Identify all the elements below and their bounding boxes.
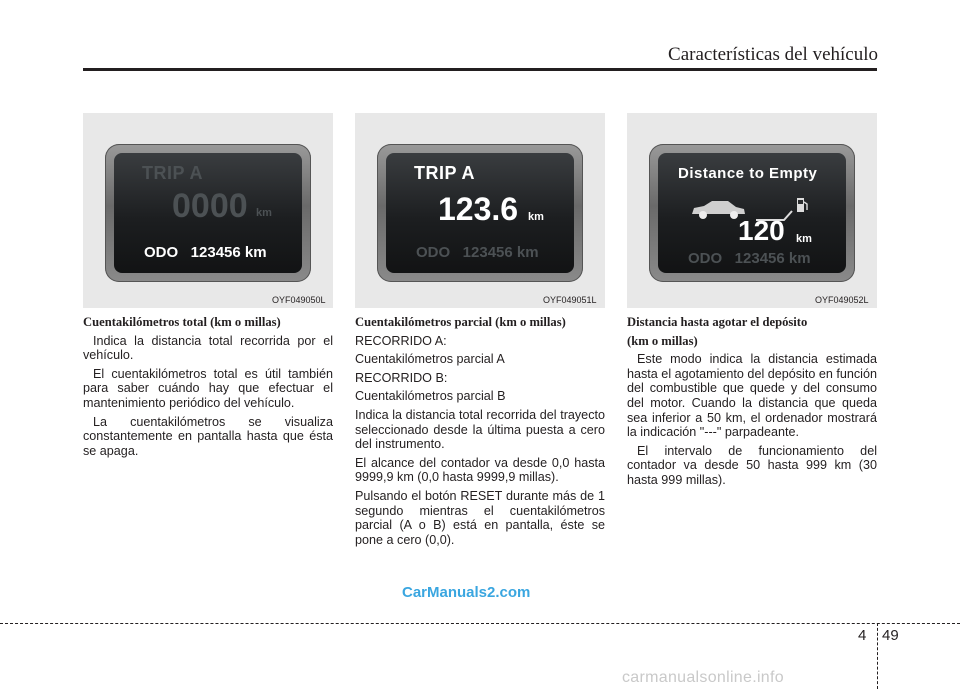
- section-heading: Cuentakilómetros parcial (km o millas): [355, 315, 566, 329]
- figure-code: OYF049051L: [543, 295, 597, 305]
- screen-title: TRIP A: [142, 163, 204, 183]
- screen-odo: ODO 123456 km: [416, 244, 539, 261]
- watermark-link[interactable]: CarManuals2.com: [402, 584, 531, 601]
- display-screen: [658, 153, 846, 273]
- footer-rule: [0, 623, 960, 624]
- paragraph: Pulsando el botón RESET durante más de 1 segundo mientras el cuentakilómetros parcial (A o B) está en pantalla, éste se pone a cero (0,0).: [355, 488, 605, 547]
- paragraph: El alcance del contador va desde 0,0 hasta 9999,9 km (0,0 hasta 9999,9 millas).: [355, 455, 605, 485]
- text-line: Cuentakilómetros parcial A: [355, 352, 505, 367]
- screen-title: Distance to Empty: [678, 165, 818, 182]
- page-number: 49: [882, 627, 899, 644]
- chapter-number: 4: [858, 627, 867, 644]
- screen-unit: km: [256, 207, 272, 219]
- cluster-display-trip: [377, 144, 583, 282]
- screen-odo: ODO 123456 km: [688, 250, 811, 267]
- footer-divider: [877, 623, 878, 689]
- header-title: Características del vehículo: [668, 44, 878, 65]
- column-distance-to-empty: [627, 315, 877, 492]
- text-line: RECORRIDO A:: [355, 333, 447, 348]
- paragraph: Indica la distancia total recorrida por el vehículo.: [83, 333, 333, 363]
- column-odometer: [83, 315, 333, 462]
- section-heading-unit: (km o millas): [627, 333, 698, 348]
- display-screen: [386, 153, 574, 273]
- cluster-display-dte: [649, 144, 855, 282]
- screen-value: 120: [738, 215, 785, 246]
- figure-code: OYF049050L: [272, 295, 326, 305]
- screen-value: 0000: [172, 187, 248, 225]
- screen-unit: km: [796, 233, 812, 245]
- screen-unit: km: [528, 211, 544, 223]
- cluster-display-odometer: [105, 144, 311, 282]
- figure-code: OYF049052L: [815, 295, 869, 305]
- paragraph: La cuentakilómetros se visualiza constantemente en pantalla hasta que ésta se apaga.: [83, 414, 333, 458]
- footer-site-watermark: carmanualsonline.info: [622, 669, 784, 686]
- text-line: RECORRIDO B:: [355, 370, 448, 385]
- section-heading: Cuentakilómetros total (km o millas): [83, 315, 281, 329]
- column-trip-meter: [355, 315, 605, 551]
- fuel-pump-icon: [796, 197, 808, 213]
- header-rule: [83, 68, 877, 71]
- paragraph: El intervalo de funcionamiento del contador va desde 50 hasta 999 km (30 hasta 999 millas).: [627, 443, 877, 487]
- screen-title: TRIP A: [414, 163, 476, 183]
- text-line: Cuentakilómetros parcial B: [355, 389, 506, 404]
- display-screen: [114, 153, 302, 273]
- section-heading: Distancia hasta agotar el depósito: [627, 315, 808, 329]
- paragraph: El cuentakilómetros total es útil también para saber cuándo hay que efectuar el mantenimiento periódico del vehículo.: [83, 366, 333, 410]
- screen-odo: ODO 123456 km: [144, 244, 267, 261]
- paragraph: Indica la distancia total recorrida del trayecto seleccionado desde la última puesta a cero del instrumento.: [355, 407, 605, 452]
- screen-value: 123.6: [438, 191, 519, 227]
- paragraph: Este modo indica la distancia estimada hasta el agotamiento del depósito en función del combustible que quede y del consumo del motor. Cuando la distancia que queda sea inferior a 50 km, el ordenador mostrará la indicación "---" parpadeante.: [627, 352, 877, 440]
